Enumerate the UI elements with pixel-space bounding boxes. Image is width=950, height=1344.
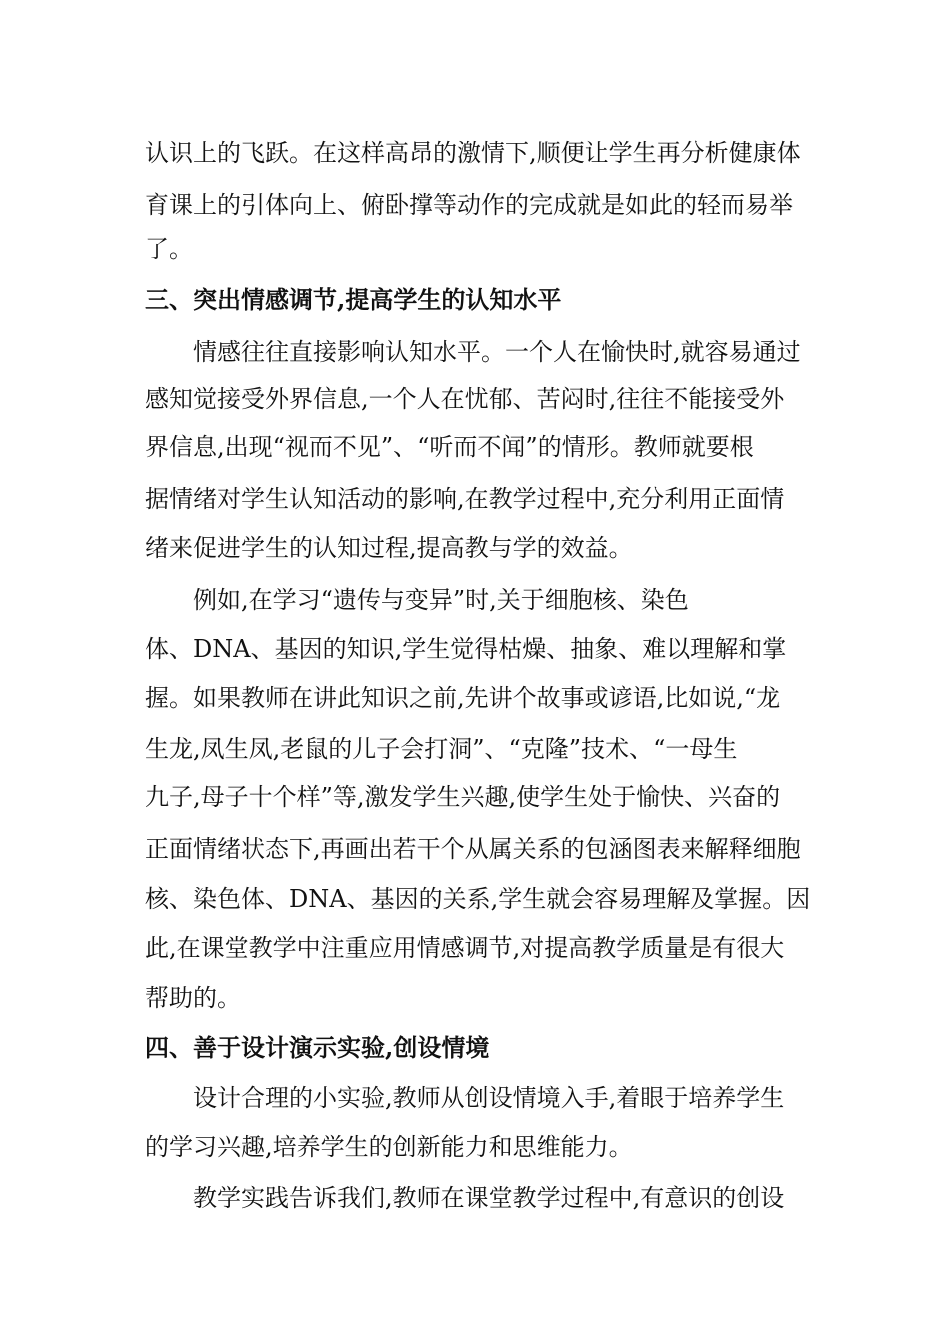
section-heading-4: 四、善于设计演示实验,创设情境 xyxy=(145,1033,490,1062)
body-line: 正面情绪状态下,再画出若干个从属关系的包涵图表来解释细胞 xyxy=(145,835,801,863)
body-line: 体、DNA、基因的知识,学生觉得枯燥、抽象、难以理解和掌 xyxy=(145,635,787,663)
body-line: 界信息,出现“视而不见”、“听而不闻”的情形。教师就要根 xyxy=(145,433,754,461)
body-line: 九子,母子十个样”等,激发学生兴趣,使学生处于愉快、兴奋的 xyxy=(145,783,781,811)
section-heading-3: 三、突出情感调节,提高学生的认知水平 xyxy=(145,285,562,314)
body-line: 帮助的。 xyxy=(145,984,241,1012)
body-line: 握。如果教师在讲此知识之前,先讲个故事或谚语,比如说,“龙 xyxy=(145,684,781,712)
body-line: 情感往往直接影响认知水平。一个人在愉快时,就容易通过 xyxy=(193,338,801,366)
body-line: 据情绪对学生认知活动的影响,在教学过程中,充分利用正面情 xyxy=(145,485,785,513)
body-line: 设计合理的小实验,教师从创设情境入手,着眼于培养学生 xyxy=(193,1084,785,1112)
body-line: 教学实践告诉我们,教师在课堂教学过程中,有意识的创设 xyxy=(193,1184,785,1212)
body-line: 感知觉接受外界信息,一个人在忧郁、苦闷时,往往不能接受外 xyxy=(145,385,785,413)
body-line: 了。 xyxy=(145,235,193,263)
body-line: 此,在课堂教学中注重应用情感调节,对提高教学质量是有很大 xyxy=(145,934,785,962)
body-line: 的学习兴趣,培养学生的创新能力和思维能力。 xyxy=(145,1133,633,1161)
body-line: 核、染色体、DNA、基因的关系,学生就会容易理解及掌握。因 xyxy=(145,885,811,913)
body-line: 例如,在学习“遗传与变异”时,关于细胞核、染色 xyxy=(193,586,689,614)
body-line: 育课上的引体向上、俯卧撑等动作的完成就是如此的轻而易举 xyxy=(145,191,793,219)
body-line: 绪来促进学生的认知过程,提高教与学的效益。 xyxy=(145,534,633,562)
body-line: 认识上的飞跃。在这样高昂的激情下,顺便让学生再分析健康体 xyxy=(145,139,801,167)
body-line: 生龙,凤生凤,老鼠的儿子会打洞”、“克隆”技术、“一母生 xyxy=(145,735,738,763)
